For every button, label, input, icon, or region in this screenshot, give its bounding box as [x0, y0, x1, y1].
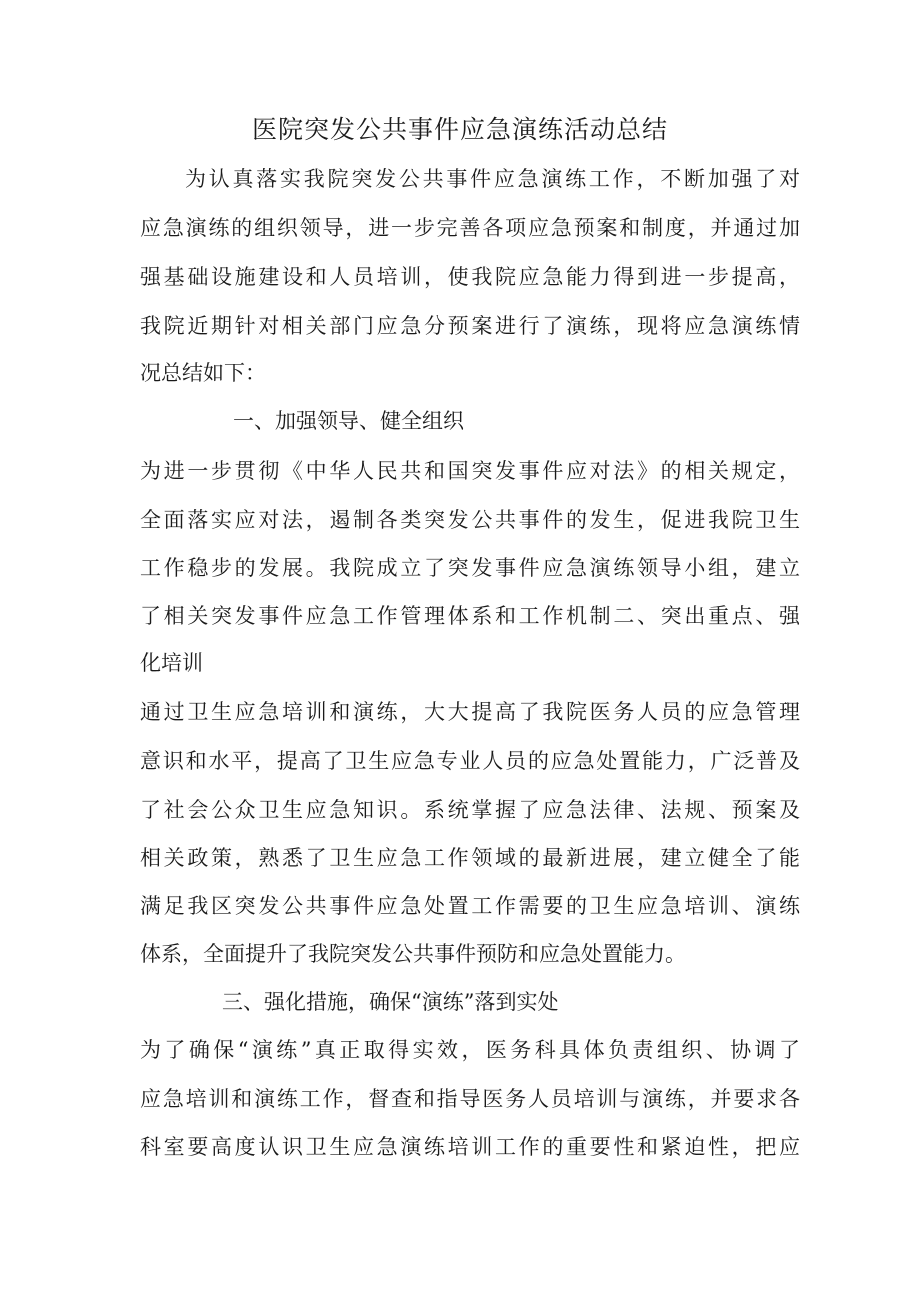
document-title: 医院突发公共事件应急演练活动总结: [251, 115, 668, 144]
section-2-line-4: 相关政策，熟悉了卫生应急工作领域的最新进展，建立健全了能: [140, 846, 800, 870]
section-2-line-6: 体系，全面提升了我院突发公共事件预防和应急处置能力。: [140, 942, 686, 966]
intro-line-1: 为认真落实我院突发公共事件应急演练工作，不断加强了对: [185, 167, 800, 191]
section-3-line-2: 应急培训和演练工作，督查和指导医务人员培训与演练，并要求各: [140, 1087, 800, 1111]
intro-line-5: 况总结如下：: [140, 361, 266, 385]
section-1-line-1: 为进一步贯彻《中华人民共和国突发事件应对法》的相关规定，: [140, 459, 800, 483]
section-1-line-3: 工作稳步的发展。我院成立了突发事件应急演练领导小组，建立: [140, 556, 800, 580]
section-2-line-3: 了社会公众卫生应急知识。系统掌握了应急法律、法规、预案及: [140, 798, 800, 822]
intro-line-2: 应急演练的组织领导，进一步完善各项应急预案和制度，并通过加: [140, 216, 800, 240]
section-3-line-1: 为了确保“演练”真正取得实效，医务科具体负责组织、协调了: [140, 1038, 800, 1062]
section-1-line-4: 了相关突发事件应急工作管理体系和工作机制二、突出重点、强: [140, 604, 800, 628]
section-2-line-2: 意识和水平，提高了卫生应急专业人员的应急处置能力，广泛普及: [140, 749, 800, 773]
section-2-line-1: 通过卫生应急培训和演练，大大提高了我院医务人员的应急管理: [140, 700, 800, 724]
section-1-line-5: 化培训: [140, 651, 203, 675]
section-3-heading: 三、强化措施，确保“演练”落到实处: [222, 990, 559, 1014]
section-2-line-5: 满足我区突发公共事件应急处置工作需要的卫生应急培训、演练: [140, 894, 800, 918]
section-1-heading: 一、加强领导、健全组织: [233, 409, 464, 433]
section-3-line-3: 科室要高度认识卫生应急演练培训工作的重要性和紧迫性，把应: [140, 1135, 800, 1159]
intro-line-4: 我院近期针对相关部门应急分预案进行了演练，现将应急演练情: [140, 314, 800, 338]
section-1-line-2: 全面落实应对法，遏制各类突发公共事件的发生，促进我院卫生: [140, 508, 800, 532]
intro-line-3: 强基础设施建设和人员培训，使我院应急能力得到进一步提高，: [140, 265, 800, 289]
